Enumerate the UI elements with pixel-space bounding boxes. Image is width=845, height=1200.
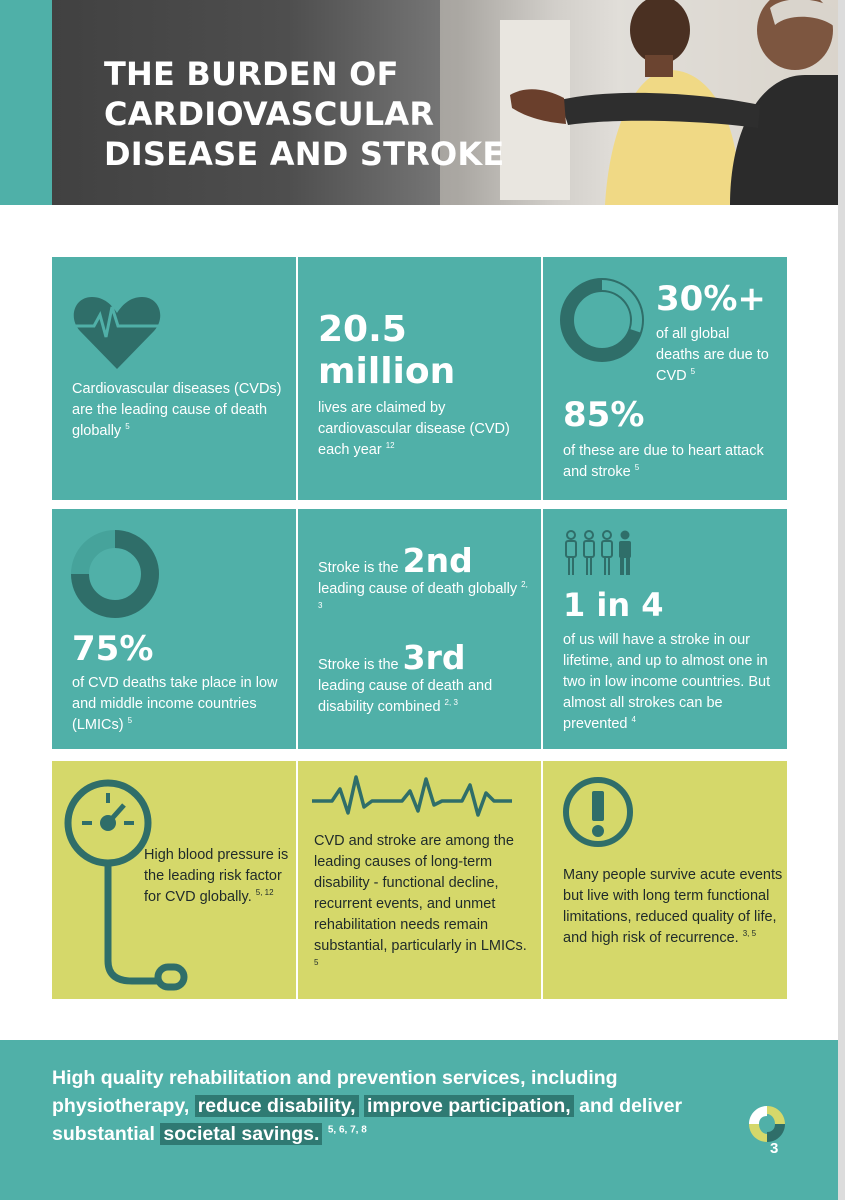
lives-claimed-unit: million xyxy=(318,351,456,392)
stroke-rank-body: leading cause of death globally xyxy=(318,581,518,597)
page-number: 3 xyxy=(770,1140,779,1157)
lives-claimed-text xyxy=(318,398,518,461)
blood-pressure-text xyxy=(144,845,292,908)
cvd-leading-cause-text xyxy=(72,379,282,442)
stroke-rank-2nd xyxy=(318,541,533,621)
heartbeat-line-icon xyxy=(312,771,512,821)
stroke-rank-value: 2nd xyxy=(402,541,473,580)
ref-superscript: 12 xyxy=(385,441,395,451)
info-cell-blood-pressure xyxy=(52,761,296,999)
stat-cell-lmic-deaths xyxy=(52,509,296,749)
info-cell-survivors xyxy=(543,761,787,999)
lifetime-stroke-stat: 1 in 4 xyxy=(563,586,664,624)
organization-logo-icon xyxy=(745,1102,789,1146)
ref-superscript: 5 xyxy=(125,422,130,432)
ref-superscript: 2, 3 xyxy=(318,580,528,611)
lifetime-stroke-body: of us will have a stroke in our lifetime, and up to almost one in two in low income countries. But almost all strokes can be prevented xyxy=(563,632,771,732)
heart-attack-stroke-body: of these are due to heart attack and stroke xyxy=(563,443,764,480)
lives-claimed-body: lives are claimed by cardiovascular disease (CVD) each year xyxy=(318,400,510,458)
ref-superscript: 5, 6, 7, 8 xyxy=(327,1124,367,1136)
stat-cell-global-deaths xyxy=(543,257,787,500)
stroke-rank-prefix: Stroke is the xyxy=(318,560,399,576)
page-edge xyxy=(838,0,845,1200)
footer-statement xyxy=(52,1064,752,1148)
title-line-2: CARDIOVASCULAR xyxy=(104,95,435,133)
ref-superscript: 5 xyxy=(690,367,696,377)
heart-pulse-icon xyxy=(72,293,162,373)
header-banner xyxy=(0,0,838,205)
global-deaths-body: of all global deaths are due to CVD xyxy=(656,326,769,384)
stat-cell-lifetime-stroke xyxy=(543,509,787,749)
lifetime-stroke-text xyxy=(563,630,778,735)
global-deaths-text xyxy=(656,324,776,387)
footer-text-part: and deliver substantial xyxy=(52,1095,683,1145)
ref-superscript: 3, 5 xyxy=(742,929,757,939)
ref-superscript: 5, 12 xyxy=(255,888,274,898)
exclamation-icon xyxy=(561,775,635,849)
long-term-disability-text xyxy=(314,831,534,978)
info-cell-long-term-disability xyxy=(298,761,541,999)
long-term-disability-body: CVD and stroke are among the leading causes of long-term disability - functional decline, recurrent events, and unmet rehabilitation needs remain substantial, particularly in LMICs. xyxy=(314,833,527,954)
lives-claimed-number: 20.5 xyxy=(318,309,407,350)
stroke-rank-value: 3rd xyxy=(402,638,466,677)
global-deaths-stat: 30%+ xyxy=(656,279,766,319)
survivors-body: Many people survive acute events but live with long term functional limitations, reduced quality of life, and high risk of recurrence. xyxy=(563,867,783,946)
stroke-rank-3rd xyxy=(318,638,533,718)
heart-attack-stroke-text xyxy=(563,441,773,483)
stat-cell-lives-claimed xyxy=(298,257,541,500)
stat-cell-stroke-rank xyxy=(298,509,541,749)
people-icon xyxy=(563,529,643,577)
footer-banner xyxy=(0,1040,838,1200)
stroke-rank-prefix: Stroke is the xyxy=(318,657,399,673)
lives-claimed-stat xyxy=(318,309,455,393)
stroke-rank-body: leading cause of death and disability combined xyxy=(318,678,493,715)
title-line-1: THE BURDEN OF xyxy=(104,55,399,93)
donut-chart-icon xyxy=(559,277,645,363)
title-line-3: DISEASE AND STROKE xyxy=(104,135,505,173)
ref-superscript: 2, 3 xyxy=(444,698,458,708)
lmic-deaths-text xyxy=(72,673,282,736)
ref-superscript: 5 xyxy=(634,463,640,473)
survivors-text xyxy=(563,865,783,949)
lmic-deaths-stat: 75% xyxy=(72,629,154,669)
donut-chart-icon xyxy=(70,529,160,619)
header-accent-stripe xyxy=(0,0,52,205)
heart-attack-stroke-stat: 85% xyxy=(563,395,645,435)
page-title xyxy=(104,54,544,174)
ref-superscript: 5 xyxy=(127,716,133,726)
ref-superscript: 4 xyxy=(631,715,636,725)
footer-highlight: societal savings. xyxy=(160,1123,322,1145)
ref-superscript: 5 xyxy=(314,958,319,968)
footer-highlight: reduce disability, xyxy=(195,1095,359,1117)
footer-text-part: High quality rehabilitation and prevention services, including physiotherapy, xyxy=(52,1067,618,1117)
footer-highlight: improve participation, xyxy=(364,1095,574,1117)
lmic-deaths-body: of CVD deaths take place in low and middle income countries (LMICs) xyxy=(72,675,278,733)
blood-pressure-body: High blood pressure is the leading risk factor for CVD globally. xyxy=(144,847,289,905)
cvd-leading-cause-body: Cardiovascular diseases (CVDs) are the leading cause of death globally xyxy=(72,381,282,439)
stat-cell-cvd-leading-cause xyxy=(52,257,296,500)
